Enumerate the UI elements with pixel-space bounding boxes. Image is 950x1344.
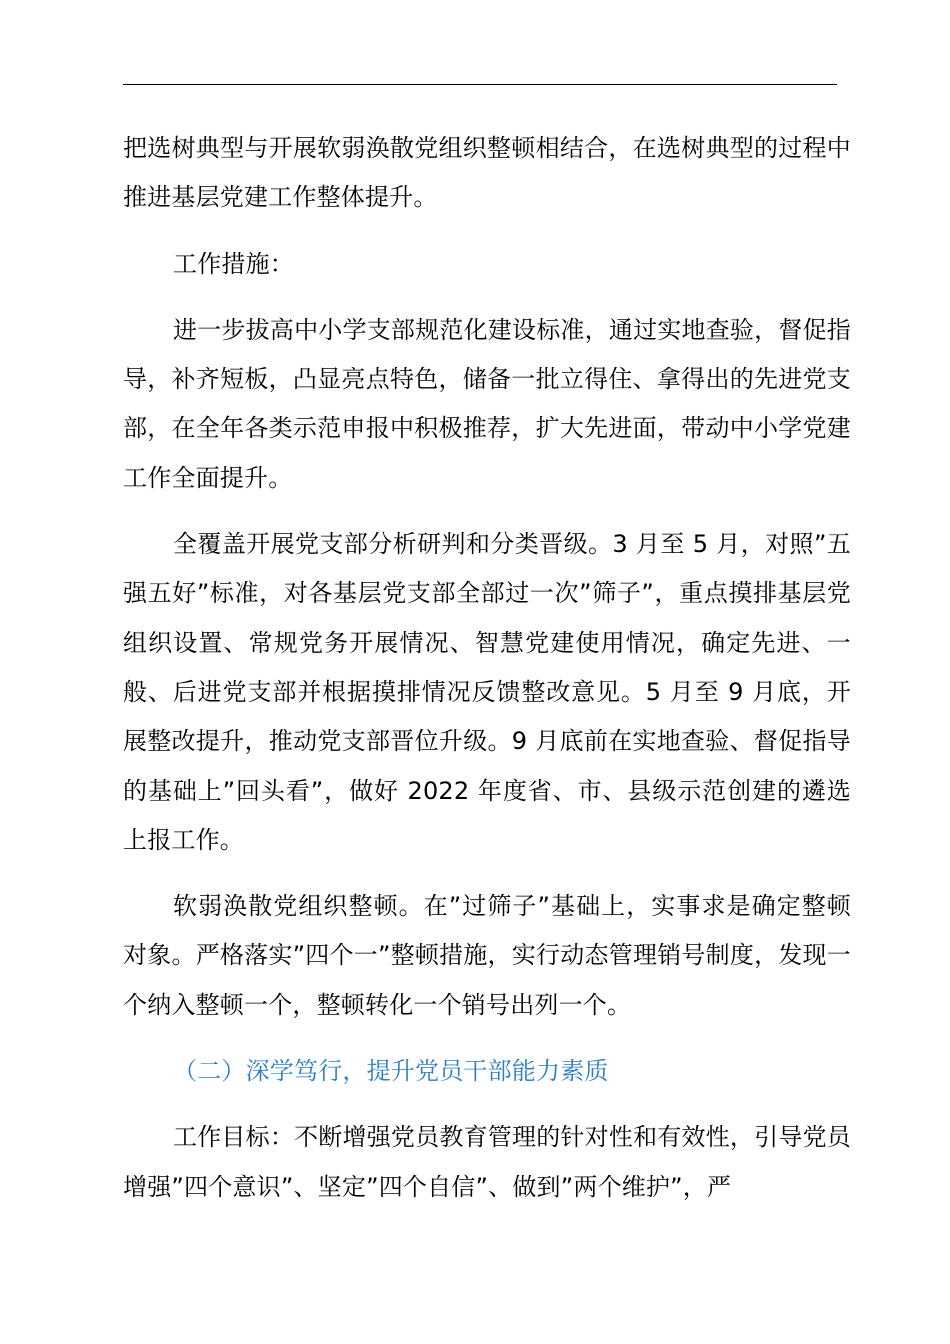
document-body <box>123 124 851 1229</box>
paragraph-rectification: 软弱涣散党组织整顿。在”过筛子”基础上，实事求是确定整顿对象。严格落实”四个一”整顿措施，实行动态管理销号制度，发现一个纳入整顿一个，整顿转化一个销号出列一个。 <box>123 892 851 1019</box>
paragraph-work-goal: 工作目标：不断增强党员教育管理的针对性和有效性，引导党员增强”四个意识”、坚定”四个自信”、做到”两个维护”，严 <box>123 1123 851 1201</box>
paragraph-continuation: 把选树典型与开展软弱涣散党组织整顿相结合，在选树典型的过程中推进基层党建工作整体提升。 <box>123 134 851 212</box>
header-rule <box>123 84 837 85</box>
section-heading: （二）深学笃行，提升党员干部能力素质 <box>173 1057 609 1086</box>
paragraph-measures-label: 工作措施： <box>173 249 294 278</box>
paragraph-classification: 全覆盖开展党支部分析研判和分类晋级。3 月至 5 月，对照”五强五好”标准，对各基层党支部全部过一次”筛子”，重点摸排基层党组织设置、常规党务开展情况、智慧党建使用情况，确定先进、一般、后进党支部并根据摸排情况反馈整改意见。5 月至 9 月底，开展整改提升，推动党支部晋位升级。9 月底前在实地查验、督促指导的基础上”回头看”，做好 2022 年度省、市、县级示范创建的遴选上报工作。 <box>123 530 851 854</box>
paragraph-standardization: 进一步拔高中小学支部规范化建设标准，通过实地查验，督促指导，补齐短板，凸显亮点特色，储备一批立得住、拿得出的先进党支部，在全年各类示范申报中积极推荐，扩大先进面，带动中小学党建工作全面提升。 <box>123 315 851 492</box>
